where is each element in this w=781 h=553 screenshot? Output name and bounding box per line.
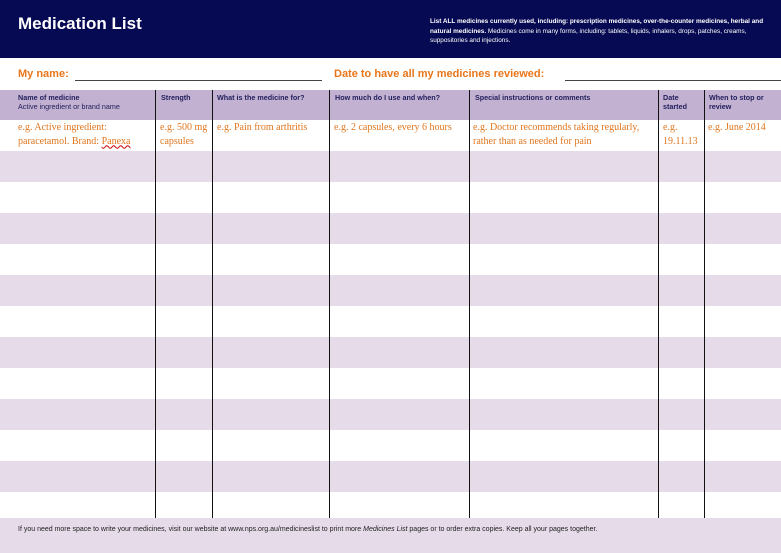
column-header-stop-review: When to stop or review <box>709 93 764 112</box>
page-title: Medication List <box>18 14 142 33</box>
example-instructions-line2: rather than as needed for pain <box>473 135 592 147</box>
name-field-line[interactable] <box>75 80 322 81</box>
example-name-cell <box>18 121 130 148</box>
medication-table <box>0 90 781 518</box>
review-date-field-line[interactable] <box>565 80 781 81</box>
table-row[interactable] <box>0 306 781 337</box>
example-date-line1: e.g. <box>663 122 678 133</box>
column-divider <box>155 90 156 518</box>
example-brand-name: Panexa <box>101 135 131 147</box>
table-row[interactable] <box>0 151 781 182</box>
column-divider <box>658 90 659 518</box>
table-row[interactable] <box>0 182 781 213</box>
column-divider <box>469 90 470 518</box>
example-stop-cell: e.g. June 2014 <box>708 122 766 133</box>
intro-rest-text: Medicines come in many forms, including: tablets, liquids, inhalers, drops, patches, creams, suppositories and injections. <box>430 27 747 45</box>
table-row[interactable] <box>0 337 781 368</box>
intro-text <box>430 17 775 46</box>
header-banner <box>0 0 781 58</box>
example-dose-cell: e.g. 2 capsules, every 6 hours <box>334 122 452 133</box>
column-header-dose: How much do I use and when? <box>335 93 441 102</box>
table-row[interactable] <box>0 275 781 306</box>
example-date-cell <box>663 121 698 148</box>
example-strength-cell <box>160 121 207 148</box>
example-strength-line1: e.g. 500 mg <box>160 122 208 133</box>
table-row[interactable] <box>0 430 781 461</box>
review-date-label: Date to have all my medicines reviewed: <box>334 68 545 80</box>
footer-text-italic: Medicines List <box>363 526 408 533</box>
example-name-line1: e.g. Active ingredient: <box>18 122 107 133</box>
column-divider <box>329 90 330 518</box>
intro-bold-text: List ALL medicines currently used, including: prescription medicines, over-the-counter medicines, herbal and natural medicines. <box>430 18 764 35</box>
example-instructions-line1: e.g. Doctor recommends taking regularly, <box>473 122 640 133</box>
footer-text-a: If you need more space to write your medicines, visit our website at www.nps.org.au/medicineslist to print more <box>18 526 364 533</box>
example-name-line2 <box>18 135 130 149</box>
column-header-name-label: Name of medicine <box>18 93 80 102</box>
example-purpose-cell: e.g. Pain from arthritis <box>217 122 308 133</box>
example-instructions-cell <box>473 121 639 148</box>
footer <box>0 518 781 553</box>
example-strength-line2: capsules <box>160 135 194 147</box>
name-label: My name: <box>18 68 69 80</box>
column-divider <box>704 90 705 518</box>
example-name-ingredient: paracetamol. Brand: <box>18 135 102 147</box>
table-row[interactable] <box>0 213 781 244</box>
table-row[interactable] <box>0 492 781 518</box>
column-header-name <box>18 93 120 112</box>
footer-text-b: pages or to order extra copies. Keep all your pages together. <box>407 526 598 533</box>
table-row[interactable] <box>0 461 781 492</box>
table-row[interactable] <box>0 399 781 430</box>
column-header-purpose: What is the medicine for? <box>217 93 305 102</box>
table-row[interactable] <box>0 368 781 399</box>
column-divider <box>212 90 213 518</box>
footer-text <box>18 526 597 533</box>
column-header-date-started: Date started <box>663 93 687 112</box>
form-fields <box>0 66 781 86</box>
table-row[interactable] <box>0 244 781 275</box>
column-header-instructions: Special instructions or comments <box>475 93 591 102</box>
column-header-strength: Strength <box>161 93 191 102</box>
table-header-row <box>0 90 781 120</box>
example-date-line2: 19.11.13 <box>663 135 698 147</box>
column-header-name-sub: Active ingredient or brand name <box>18 102 120 112</box>
